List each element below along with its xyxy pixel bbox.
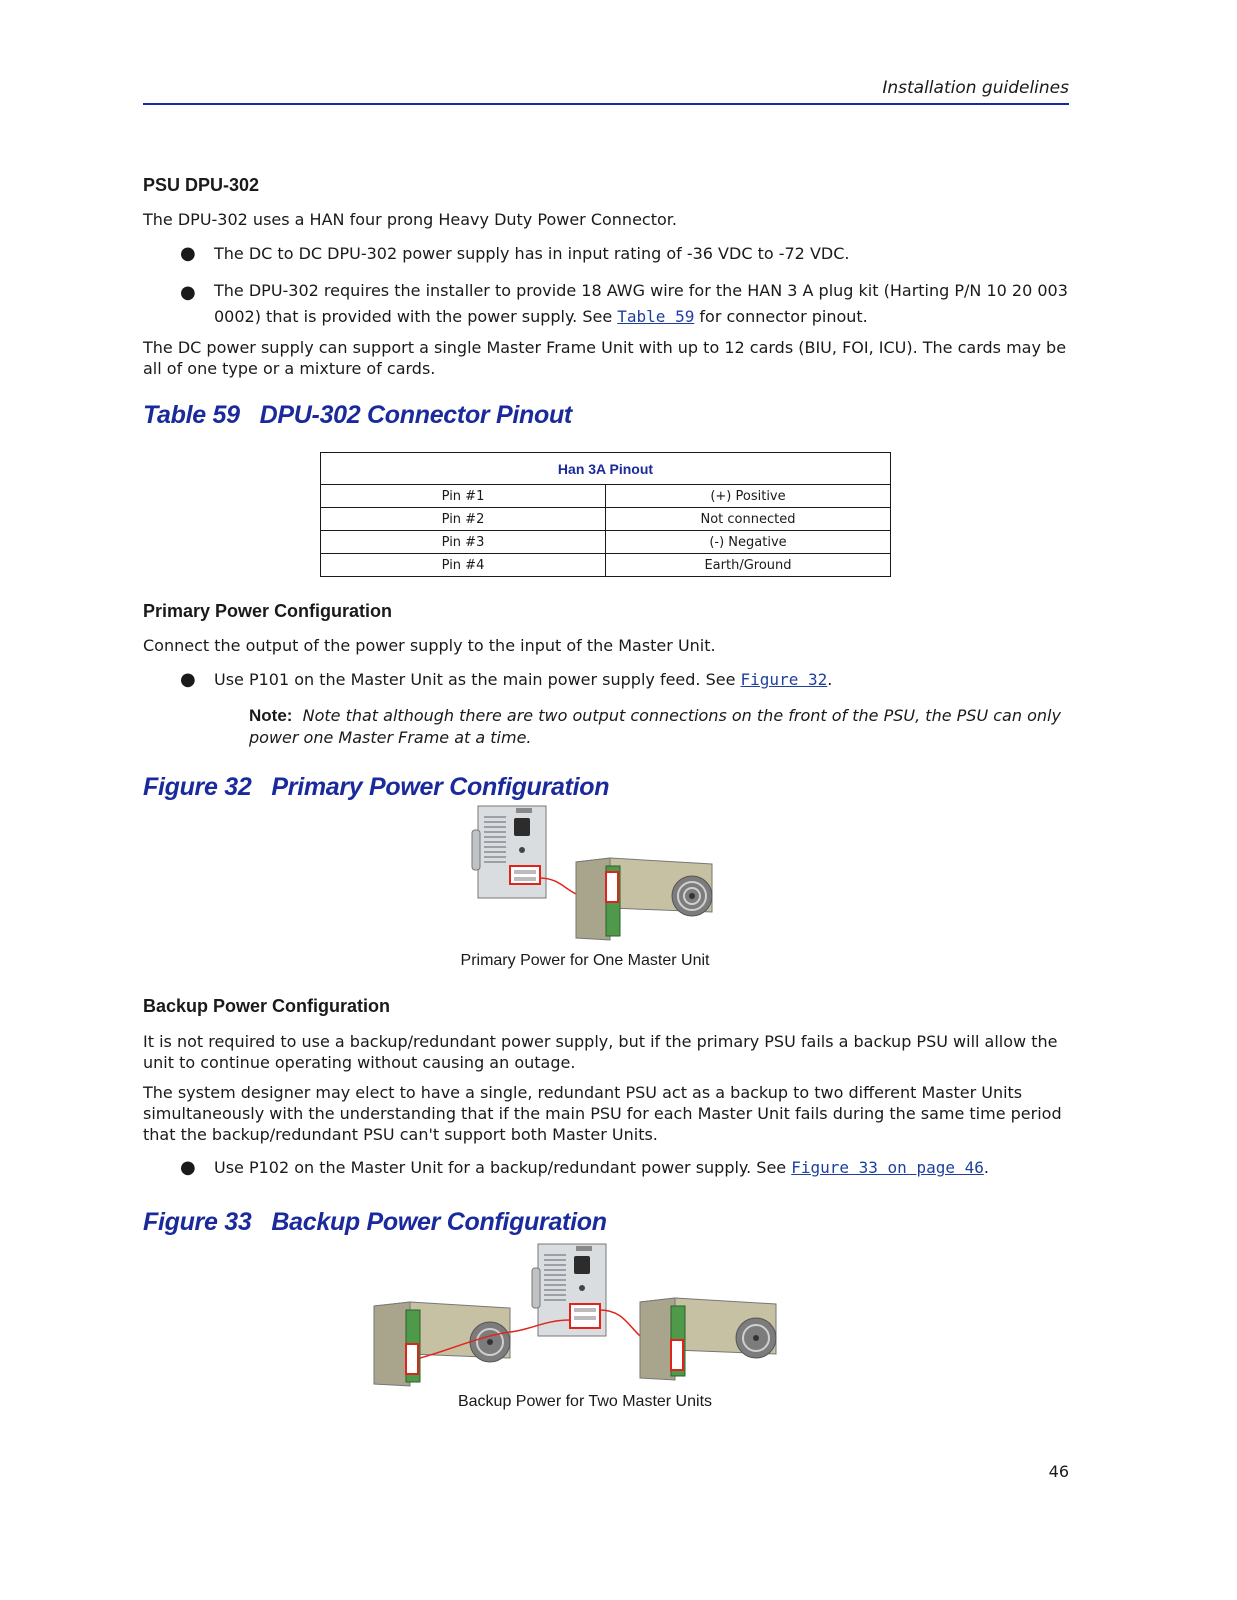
header-rule bbox=[143, 103, 1069, 105]
pin-cell: Pin #1 bbox=[321, 485, 606, 508]
backup-bullet bbox=[180, 1157, 1069, 1178]
psu-unit-icon bbox=[472, 806, 546, 898]
bullet-icon: ● bbox=[180, 243, 196, 264]
figure-32-link[interactable]: Figure 32 bbox=[740, 670, 828, 689]
psu-bullet-2-tail: for connector pinout. bbox=[694, 307, 868, 326]
bullet-icon: ● bbox=[180, 1157, 196, 1178]
note-block bbox=[249, 705, 1069, 749]
section-heading-psu: PSU DPU-302 bbox=[143, 175, 260, 195]
table-59-caption bbox=[143, 401, 572, 430]
pin-cell: Pin #3 bbox=[321, 531, 606, 554]
section-heading-backup: Backup Power Configuration bbox=[143, 996, 391, 1016]
psu-bullet-1 bbox=[180, 243, 1069, 264]
section-heading-primary: Primary Power Configuration bbox=[143, 601, 393, 621]
backup-bullet-text: Use P102 on the Master Unit for a backup/redundant power supply. See bbox=[214, 1158, 792, 1177]
figure-32-illustration bbox=[440, 800, 740, 950]
primary-bullet-tail: . bbox=[827, 670, 833, 689]
psu-unit-icon bbox=[532, 1244, 606, 1336]
figure-33-title: Backup Power Configuration bbox=[271, 1208, 607, 1236]
psu-bullet-1-text: The DC to DC DPU-302 power supply has in input rating of -36 VDC to -72 VDC. bbox=[214, 244, 850, 263]
table-row bbox=[321, 554, 891, 577]
table-row bbox=[321, 531, 891, 554]
master-unit-left-icon bbox=[374, 1302, 510, 1386]
table-row bbox=[321, 508, 891, 531]
pin-cell: Pin #2 bbox=[321, 508, 606, 531]
backup-bullet-tail: . bbox=[983, 1158, 989, 1177]
pin-value-cell: Not connected bbox=[606, 508, 891, 531]
pin-value-cell: (+) Positive bbox=[606, 485, 891, 508]
table-59-title: DPU-302 Connector Pinout bbox=[259, 401, 572, 429]
figure-32-label: Figure 32 bbox=[143, 773, 252, 801]
pin-value-cell: Earth/Ground bbox=[606, 554, 891, 577]
primary-bullet-text: Use P101 on the Master Unit as the main power supply feed. See bbox=[214, 670, 741, 689]
backup-paragraph-1: It is not required to use a backup/redundant power supply, but if the primary PSU fails a backup PSU will allow the unit to continue operating without causing an outage. bbox=[143, 1032, 1058, 1072]
psu-bullet-2 bbox=[180, 278, 1069, 330]
primary-paragraph: Connect the output of the power supply to the input of the Master Unit. bbox=[143, 636, 716, 655]
master-unit-icon bbox=[576, 858, 712, 940]
backup-paragraph-2: The system designer may elect to have a single, redundant PSU act as a backup to two different Master Units simultaneously with the understanding that if the main PSU for each Master Unit fails during the same time period that the backup/redundant PSU can't support both Master Units. bbox=[143, 1083, 1062, 1144]
note-label: Note: bbox=[249, 706, 293, 725]
figure-33-illustration bbox=[370, 1240, 790, 1390]
bullet-icon: ● bbox=[180, 669, 196, 690]
figure-32-subcaption: Primary Power for One Master Unit bbox=[460, 952, 710, 969]
figure-33-subcaption: Backup Power for Two Master Units bbox=[457, 1393, 713, 1410]
psu-bullet-2-text: The DPU-302 requires the installer to provide 18 AWG wire for the HAN 3 A plug kit (Harting P/N 10 20 003 0002) that is provided with the power supply. See bbox=[214, 281, 1068, 326]
table-59-link[interactable]: Table 59 bbox=[617, 307, 695, 326]
primary-bullet bbox=[180, 669, 1069, 690]
figure-32-caption bbox=[143, 773, 609, 802]
bullet-icon: ● bbox=[180, 282, 196, 303]
psu-paragraph-2: The DC power supply can support a single Master Frame Unit with up to 12 cards (BIU, FOI, ICU). The cards may be all of one type or a mixture of cards. bbox=[143, 338, 1067, 378]
pinout-table-header: Han 3A Pinout bbox=[321, 453, 891, 485]
pin-value-cell: (-) Negative bbox=[606, 531, 891, 554]
figure-33-label: Figure 33 bbox=[143, 1208, 252, 1236]
running-head: Installation guidelines bbox=[882, 78, 1069, 98]
note-text: Note that although there are two output connections on the front of the PSU, the PSU can only power one Master Frame at a time. bbox=[249, 706, 1061, 747]
psu-intro: The DPU-302 uses a HAN four prong Heavy Duty Power Connector. bbox=[143, 210, 677, 229]
table-59-label: Table 59 bbox=[143, 401, 240, 429]
figure-32-title: Primary Power Configuration bbox=[271, 773, 610, 801]
figure-33-caption bbox=[143, 1208, 607, 1237]
page-number: 46 bbox=[1048, 1462, 1069, 1481]
figure-33-link[interactable]: Figure 33 on page 46 bbox=[791, 1158, 984, 1177]
pin-cell: Pin #4 bbox=[321, 554, 606, 577]
pinout-table bbox=[320, 452, 891, 577]
master-unit-right-icon bbox=[640, 1298, 776, 1380]
table-row bbox=[321, 485, 891, 508]
